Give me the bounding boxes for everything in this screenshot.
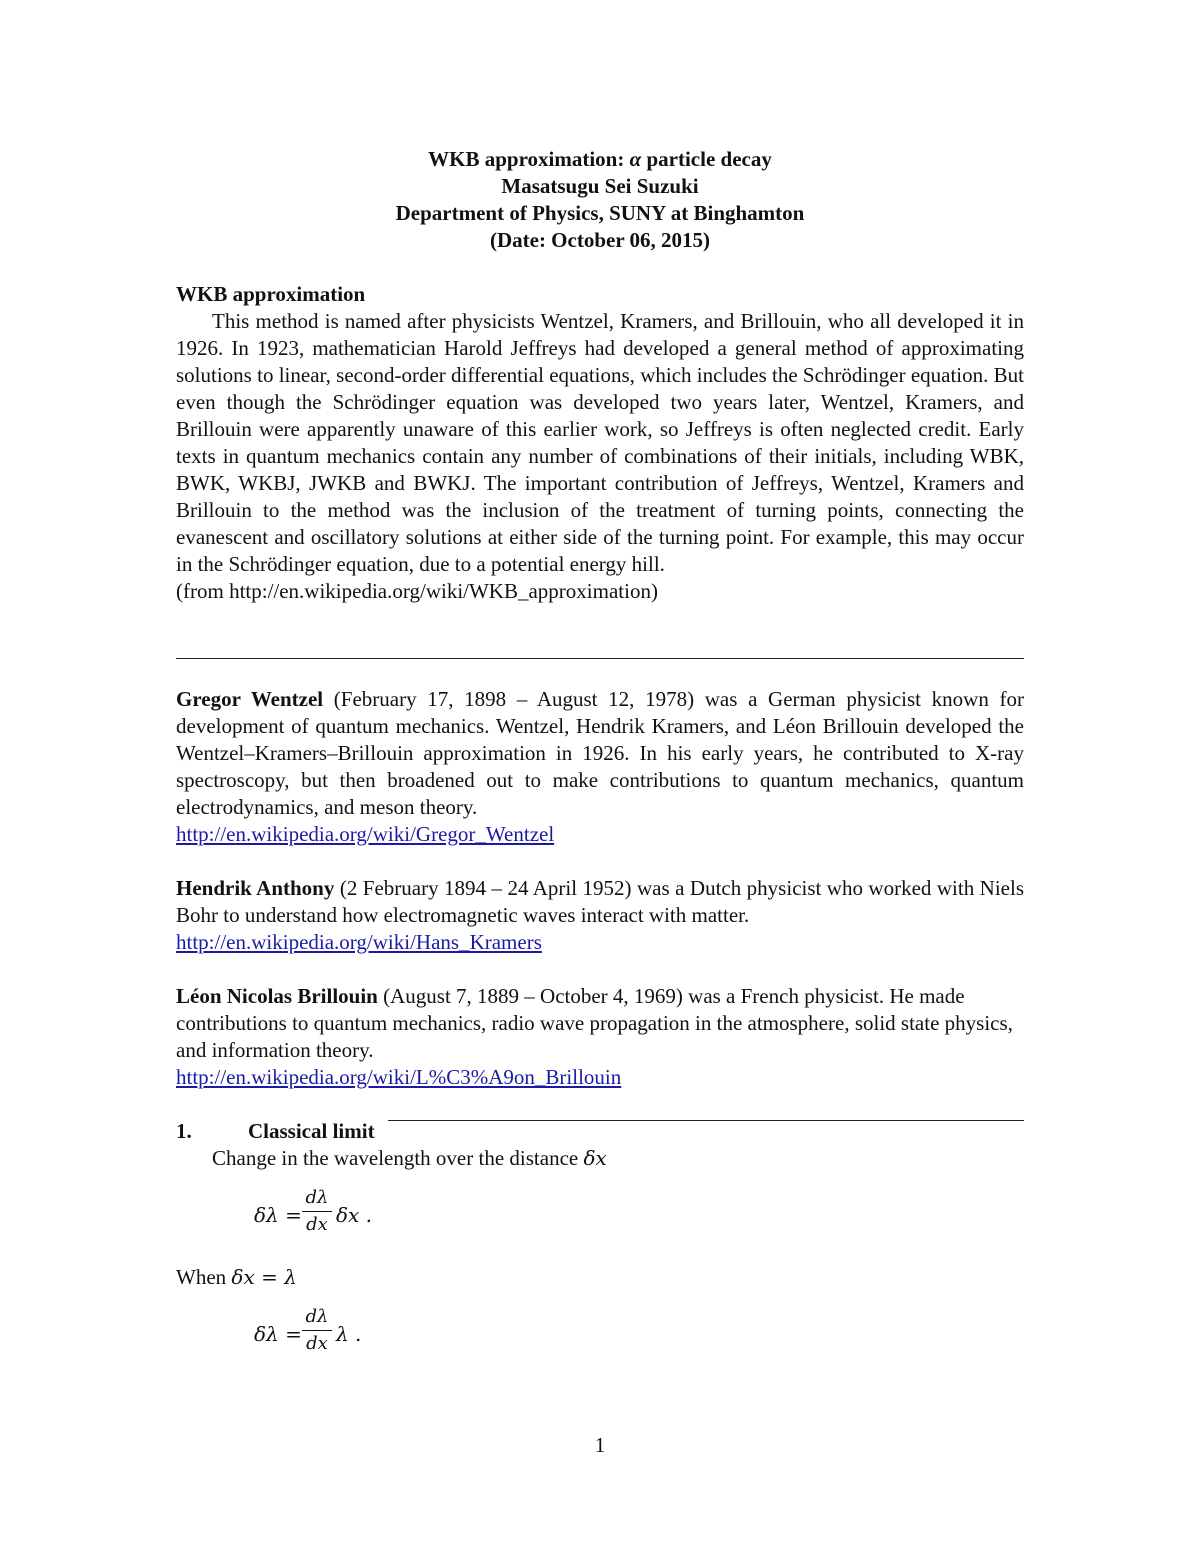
intro-source: (from http://en.wikipedia.org/wiki/WKB_approximation)	[176, 579, 658, 603]
date: (Date: October 06, 2015)	[489, 228, 711, 252]
intro-heading: WKB approximation	[176, 282, 366, 306]
section-rule	[388, 1120, 1024, 1121]
bio-link[interactable]: http://en.wikipedia.org/wiki/Hans_Kramers	[176, 930, 542, 954]
bio-text: (February 17, 1898 – August 12, 1978) was a German physicist known for development of quantum mechanics. Wentzel, Hendrik Kramers, and Léon Brillouin developed the Wentzel–Kramers–Brillouin approximation in 1926. In his early years, he contributed to X-ray spectroscopy, but then broadened out to make contributions to quantum mechanics, quantum electrodynamics, and meson theory.	[176, 687, 1024, 819]
equation-1	[176, 1186, 1024, 1246]
fraction-bar	[302, 1330, 332, 1331]
affiliation: Department of Physics, SUNY at Binghamton	[395, 201, 805, 225]
equation-lhs: δλ =	[254, 1203, 302, 1227]
title-block	[176, 146, 1024, 254]
section-title: Classical limit	[248, 1119, 375, 1143]
bio-name: Gregor Wentzel	[176, 687, 324, 711]
bio-wentzel	[176, 686, 1024, 848]
section-number: 1.	[176, 1119, 192, 1143]
equation-lhs: δλ =	[254, 1322, 302, 1346]
fraction-bar	[302, 1211, 332, 1212]
alpha-symbol: α	[629, 147, 642, 171]
math-symbol: δx	[583, 1146, 607, 1170]
section-intro	[176, 1145, 1024, 1172]
bio-name: Hendrik Anthony	[176, 876, 335, 900]
divider	[176, 658, 1024, 659]
section-heading	[176, 1118, 1024, 1145]
bio-name: Léon Nicolas Brillouin	[176, 984, 378, 1008]
fraction	[302, 1305, 332, 1356]
math-expression: δx = λ	[231, 1265, 297, 1289]
bio-text: (2 February 1894 – 24 April 1952) was a Dutch physicist who worked with Niels Bohr to understand how electromagnetic waves interact with matter.	[176, 876, 1024, 927]
equation-rhs: δx .	[336, 1203, 373, 1227]
when-text: When	[176, 1265, 232, 1289]
bio-kramers	[176, 875, 1024, 956]
equation-rhs: λ .	[336, 1322, 362, 1346]
bio-brillouin	[176, 983, 1024, 1091]
page-number: 1	[594, 1433, 606, 1457]
fraction-denominator: dx	[306, 1214, 328, 1235]
intro-paragraph: This method is named after physicists Wentzel, Kramers, and Brillouin, who all developed it in 1926. In 1923, mathematician Harold Jeffreys had developed a general method of approximating solutions to linear, second-order differential equations, which includes the Schrödinger equation. But even though the Schrödinger equation was developed two years later, Wentzel, Kramers, and Brillouin were apparently unaware of this earlier work, so Jeffreys is often neglected credit. Early texts in quantum mechanics contain any number of combinations of their initials, including WBK, BWK, WKBJ, JWKB and BWKJ. The important contribution of Jeffreys, Wentzel, Kramers and Brillouin to the method was the inclusion of the treatment of turning points, connecting the evanescent and oscillatory solutions at either side of the turning point. For example, this may occur in the Schrödinger equation, due to a potential energy hill.	[176, 309, 1024, 576]
fraction-denominator: dx	[306, 1333, 328, 1354]
document-title: WKB approximation: α particle decay	[428, 147, 772, 171]
fraction-numerator: dλ	[305, 1187, 329, 1208]
equation-2	[176, 1305, 1024, 1365]
fraction	[302, 1186, 332, 1237]
bio-link[interactable]: http://en.wikipedia.org/wiki/Gregor_Wentzel	[176, 822, 555, 846]
when-line	[176, 1264, 1024, 1291]
bio-text: (August 7, 1889 – October 4, 1969) was a French physicist. He made contributions to quantum mechanics, radio wave propagation in the atmosphere, solid state physics, and information theory.	[176, 984, 1013, 1062]
fraction-numerator: dλ	[305, 1306, 329, 1327]
document-page	[176, 146, 1024, 1365]
bio-link[interactable]: http://en.wikipedia.org/wiki/L%C3%A9on_Brillouin	[176, 1065, 622, 1089]
author: Masatsugu Sei Suzuki	[501, 174, 699, 198]
section-intro-text: Change in the wavelength over the distance	[212, 1146, 584, 1170]
